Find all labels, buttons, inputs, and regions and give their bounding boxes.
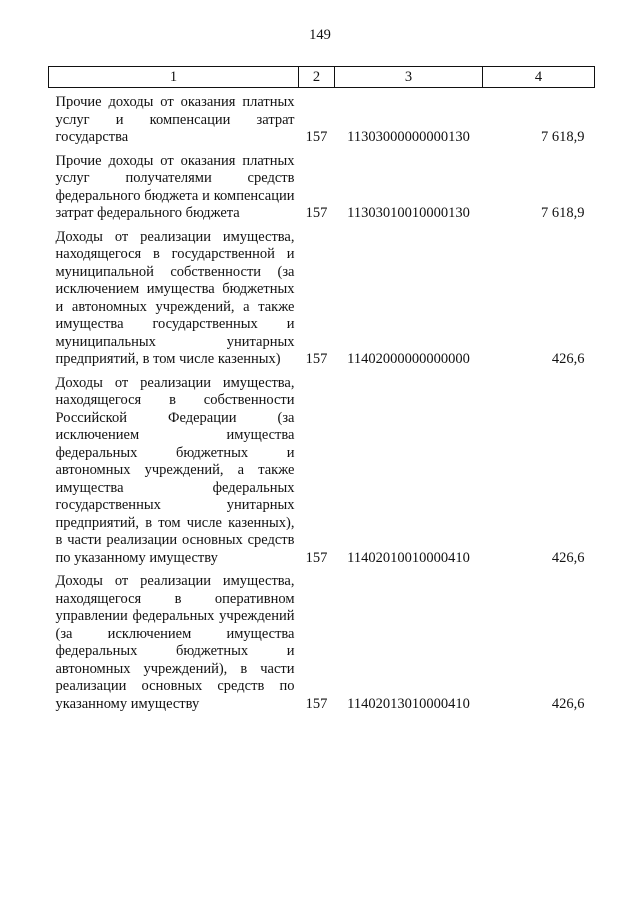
table-row	[49, 567, 595, 713]
table-header-row	[49, 67, 595, 88]
budget-classification-code: 11402013010000410	[347, 695, 470, 712]
budget-classification-code: 11303000000000130	[347, 129, 470, 145]
revenue-amount: 426,6	[551, 695, 585, 712]
revenue-name: Доходы от реализации имущества, находящегося в государственной и муниципальной собственности (за исключением имущества бюджетных и автономных учреждений, а также имущества государственных и муниципальных унитарных предприятий, в том числе казенных)	[55, 228, 295, 367]
admin-code: 157	[305, 351, 328, 367]
revenue-name: Доходы от реализации имущества, находящегося в оперативном управлении федеральных учреждений (за исключением имущества федеральных бюджетных и автономных учреждений), в части реализации основных средств по указанному имуществу	[55, 573, 295, 712]
admin-code: 157	[305, 129, 328, 145]
admin-code: 157	[305, 549, 328, 566]
revenue-amount: 7 618,9	[541, 205, 585, 221]
column-header-3: 3	[335, 67, 483, 88]
table-row	[49, 147, 595, 223]
revenue-amount: 7 618,9	[541, 129, 585, 145]
table-row	[49, 369, 595, 568]
column-header-1: 1	[49, 67, 299, 88]
budget-revenue-table	[48, 66, 595, 713]
column-header-4: 4	[483, 67, 595, 88]
revenue-name: Прочие доходы от оказания платных услуг и компенсации затрат государства	[55, 94, 295, 145]
revenue-amount: 426,6	[551, 549, 585, 566]
table-row	[49, 223, 595, 369]
column-header-2: 2	[299, 67, 335, 88]
budget-classification-code: 11303010010000130	[347, 205, 470, 221]
revenue-name: Доходы от реализации имущества, находящегося в собственности Российской Федерации (за исключением имущества федеральных бюджетных и автономных учреждений, а также имущества федеральных государственных унитарных предприятий, в том числе казенных), в части реализации основных средств по указанному имуществу	[55, 374, 295, 566]
table-row	[49, 88, 595, 147]
admin-code: 157	[305, 205, 328, 221]
budget-classification-code: 11402010010000410	[347, 549, 470, 566]
revenue-name: Прочие доходы от оказания платных услуг получателями средств федерального бюджета и компенсации затрат федерального бюджета	[55, 152, 295, 221]
budget-classification-code: 11402000000000000	[347, 351, 470, 367]
page-number: 149	[309, 27, 331, 43]
revenue-amount: 426,6	[551, 351, 585, 367]
admin-code: 157	[305, 695, 328, 712]
